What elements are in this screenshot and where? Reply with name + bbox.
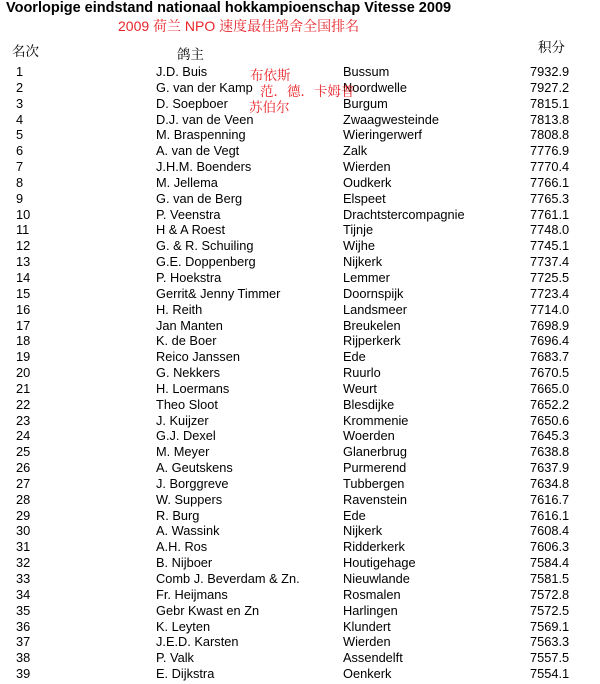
score-cell: 7766.1: [530, 174, 570, 190]
score-cell: 7557.5: [530, 650, 570, 666]
owner-cell: G.J. Dexel: [156, 428, 216, 444]
score-cell: 7645.3: [530, 428, 570, 444]
place-cell: Blesdijke: [343, 396, 395, 412]
score-cell: 7665.0: [530, 380, 570, 396]
place-cell: Elspeet: [343, 190, 386, 206]
rank-cell: 31: [16, 539, 31, 555]
owner-cell: H. Loermans: [156, 380, 230, 396]
place-cell: Woerden: [343, 428, 395, 444]
rank-cell: 1: [16, 64, 24, 79]
rank-cell: 24: [16, 428, 31, 444]
score-cell: 7581.5: [530, 571, 570, 586]
score-cell: 7616.1: [530, 507, 570, 523]
table-row: [0, 349, 600, 365]
score-cell: 7569.1: [530, 618, 570, 634]
owner-cell: Comb J. Beverdam & Zn.: [156, 571, 300, 586]
place-cell: Breukelen: [343, 317, 401, 333]
score-cell: 7808.8: [530, 127, 570, 143]
owner-cell: B. Nijboer: [156, 555, 213, 571]
document-subtitle: 2009 荷兰 NPO 速度最佳鸽舍全国排名: [118, 18, 360, 34]
rank-cell: 18: [16, 333, 31, 349]
place-cell: Assendelft: [343, 650, 403, 666]
rank-cell: 37: [16, 634, 31, 650]
owner-cell: R. Burg: [156, 507, 200, 523]
score-cell: 7932.9: [530, 64, 570, 79]
owner-cell: G. van der Kamp: [156, 79, 253, 95]
owner-cell: G. & R. Schuiling: [156, 238, 254, 254]
table-row: [0, 492, 600, 508]
place-cell: Weurt: [343, 380, 377, 396]
ranking-table: [0, 64, 600, 682]
table-row: [0, 571, 600, 587]
owner-cell: E. Dijkstra: [156, 666, 215, 682]
rank-cell: 33: [16, 571, 31, 586]
column-header-rank: 名次: [12, 44, 39, 59]
place-cell: Wierden: [343, 159, 391, 175]
owner-cell: G. van de Berg: [156, 190, 243, 206]
rank-cell: 26: [16, 460, 31, 476]
rank-cell: 25: [16, 444, 31, 460]
rank-cell: 28: [16, 491, 31, 507]
owner-cell: P. Veenstra: [156, 206, 221, 222]
rank-cell: 6: [16, 143, 24, 159]
table-row: [0, 333, 600, 349]
table-row: [0, 175, 600, 191]
score-cell: 7616.7: [530, 491, 570, 507]
place-cell: Ede: [343, 349, 366, 365]
table-row: [0, 318, 600, 334]
rank-cell: 11: [16, 222, 30, 238]
table-row: [0, 64, 600, 80]
rank-cell: 29: [16, 507, 31, 523]
owner-cell: H & A Roest: [156, 222, 225, 238]
owner-cell: J.D. Buis: [156, 64, 208, 79]
owner-cell: M. Braspenning: [156, 127, 246, 143]
place-cell: Oenkerk: [343, 666, 392, 682]
place-cell: Ruurlo: [343, 365, 381, 381]
table-row: [0, 508, 600, 524]
place-cell: Nieuwlande: [343, 571, 410, 586]
owner-cell: P. Valk: [156, 650, 194, 666]
rank-cell: 22: [16, 396, 31, 412]
annotation-rank-3: 苏伯尔: [249, 100, 290, 115]
score-cell: 7776.9: [530, 143, 570, 159]
column-header-owner: 鸽主: [177, 47, 204, 62]
document-title: Voorlopige eindstand nationaal hokkampioenschap Vitesse 2009: [6, 0, 452, 16]
owner-cell: A. van de Vegt: [156, 143, 240, 159]
score-cell: 7745.1: [530, 238, 570, 254]
score-cell: 7927.2: [530, 79, 570, 95]
table-row: [0, 127, 600, 143]
score-cell: 7748.0: [530, 222, 570, 238]
rank-cell: 23: [16, 412, 31, 428]
rank-cell: 17: [16, 317, 31, 333]
owner-cell: J.H.M. Boenders: [156, 159, 252, 175]
owner-cell: M. Meyer: [156, 444, 210, 460]
column-header-score: 积分: [538, 40, 565, 55]
rank-cell: 8: [16, 174, 24, 190]
place-cell: Rijperkerk: [343, 333, 401, 349]
place-cell: Zalk: [343, 143, 368, 159]
rank-cell: 38: [16, 650, 31, 666]
owner-cell: K. de Boer: [156, 333, 217, 349]
rank-cell: 32: [16, 555, 31, 571]
table-row: [0, 207, 600, 223]
rank-cell: 14: [16, 269, 31, 285]
table-row: [0, 587, 600, 603]
score-cell: 7606.3: [530, 539, 570, 555]
owner-cell: Theo Sloot: [156, 396, 218, 412]
annotation-rank-2: 范．德．卡姆普: [260, 84, 355, 99]
owner-cell: Gebr Kwast en Zn: [156, 602, 260, 618]
rank-cell: 10: [16, 206, 31, 222]
table-row: [0, 476, 600, 492]
rank-cell: 39: [16, 666, 31, 682]
place-cell: Wieringerwerf: [343, 127, 422, 143]
table-row: [0, 159, 600, 175]
score-cell: 7683.7: [530, 349, 570, 365]
score-cell: 7572.5: [530, 602, 570, 618]
table-row: [0, 381, 600, 397]
owner-cell: A. Geutskens: [156, 460, 233, 476]
place-cell: Burgum: [343, 95, 388, 111]
table-row: [0, 397, 600, 413]
score-cell: 7770.4: [530, 159, 570, 175]
table-row: [0, 365, 600, 381]
score-cell: 7650.6: [530, 412, 570, 428]
score-cell: 7813.8: [530, 111, 570, 127]
rank-cell: 20: [16, 365, 31, 381]
table-row: [0, 539, 600, 555]
place-cell: Houtigehage: [343, 555, 416, 571]
score-cell: 7725.5: [530, 269, 570, 285]
table-row: [0, 143, 600, 159]
table-row: [0, 666, 600, 682]
score-cell: 7815.1: [530, 95, 570, 111]
score-cell: 7638.8: [530, 444, 570, 460]
owner-cell: K. Leyten: [156, 618, 211, 634]
table-row: [0, 523, 600, 539]
rank-cell: 15: [16, 285, 31, 301]
rank-cell: 9: [16, 190, 24, 206]
table-row: [0, 112, 600, 128]
table-row: [0, 428, 600, 444]
score-cell: 7563.3: [530, 634, 570, 650]
owner-cell: H. Reith: [156, 301, 203, 317]
rank-cell: 7: [16, 159, 24, 175]
owner-cell: D. Soepboer: [156, 95, 228, 111]
place-cell: Tijnje: [343, 222, 374, 238]
rank-cell: 3: [16, 95, 24, 111]
score-cell: 7572.8: [530, 586, 570, 602]
place-cell: Oudkerk: [343, 174, 392, 190]
owner-cell: J. Borggreve: [156, 475, 229, 491]
place-cell: Ede: [343, 507, 366, 523]
owner-cell: M. Jellema: [156, 174, 218, 190]
table-row: [0, 270, 600, 286]
table-row: [0, 555, 600, 571]
owner-cell: P. Hoekstra: [156, 269, 222, 285]
place-cell: Klundert: [343, 618, 391, 634]
table-row: [0, 634, 600, 650]
owner-cell: J.E.D. Karsten: [156, 634, 239, 650]
annotation-rank-1: 布依斯: [250, 68, 291, 83]
rank-cell: 2: [16, 79, 24, 95]
rank-cell: 21: [16, 380, 31, 396]
place-cell: Nijkerk: [343, 523, 383, 539]
rank-cell: 27: [16, 475, 31, 491]
score-cell: 7670.5: [530, 365, 570, 381]
rank-cell: 19: [16, 349, 31, 365]
rank-cell: 4: [16, 111, 24, 127]
owner-cell: D.J. van de Veen: [156, 111, 254, 127]
score-cell: 7696.4: [530, 333, 570, 349]
owner-cell: J. Kuijzer: [156, 412, 209, 428]
place-cell: Wijhe: [343, 238, 375, 254]
rank-cell: 34: [16, 586, 31, 602]
score-cell: 7714.0: [530, 301, 570, 317]
place-cell: Drachtstercompagnie: [343, 206, 465, 222]
place-cell: Harlingen: [343, 602, 398, 618]
owner-cell: Gerrit& Jenny Timmer: [156, 285, 281, 301]
score-cell: 7761.1: [530, 206, 570, 222]
score-cell: 7554.1: [530, 666, 570, 682]
score-cell: 7584.4: [530, 555, 570, 571]
table-row: [0, 603, 600, 619]
owner-cell: Jan Manten: [156, 317, 223, 333]
place-cell: Bussum: [343, 64, 390, 79]
score-cell: 7765.3: [530, 190, 570, 206]
owner-cell: Reico Janssen: [156, 349, 240, 365]
rank-cell: 5: [16, 127, 24, 143]
table-row: [0, 222, 600, 238]
owner-cell: A.H. Ros: [156, 539, 208, 555]
score-cell: 7737.4: [530, 254, 570, 270]
place-cell: Krommenie: [343, 412, 409, 428]
score-cell: 7652.2: [530, 396, 570, 412]
table-row: [0, 254, 600, 270]
place-cell: Tubbergen: [343, 475, 405, 491]
score-cell: 7698.9: [530, 317, 570, 333]
place-cell: Lemmer: [343, 269, 390, 285]
rank-cell: 16: [16, 301, 31, 317]
owner-cell: G.E. Doppenberg: [156, 254, 256, 270]
table-row: [0, 444, 600, 460]
place-cell: Ravenstein: [343, 491, 408, 507]
table-row: [0, 460, 600, 476]
score-cell: 7608.4: [530, 523, 570, 539]
place-cell: Wierden: [343, 634, 391, 650]
owner-cell: G. Nekkers: [156, 365, 220, 381]
table-row: [0, 619, 600, 635]
table-row: [0, 302, 600, 318]
table-row: [0, 191, 600, 207]
rank-cell: 36: [16, 618, 31, 634]
score-cell: 7723.4: [530, 285, 570, 301]
place-cell: Landsmeer: [343, 301, 408, 317]
score-cell: 7634.8: [530, 475, 570, 491]
place-cell: Ridderkerk: [343, 539, 405, 555]
place-cell: Purmerend: [343, 460, 407, 476]
score-cell: 7637.9: [530, 460, 570, 476]
place-cell: Zwaagwesteinde: [343, 111, 440, 127]
owner-cell: A. Wassink: [156, 523, 220, 539]
place-cell: Nijkerk: [343, 254, 383, 270]
table-row: [0, 286, 600, 302]
owner-cell: Fr. Heijmans: [156, 586, 228, 602]
rank-cell: 12: [16, 238, 31, 254]
owner-cell: W. Suppers: [156, 491, 223, 507]
place-cell: Rosmalen: [343, 586, 401, 602]
place-cell: Glanerbrug: [343, 444, 408, 460]
place-cell: Doornspijk: [343, 285, 404, 301]
rank-cell: 13: [16, 254, 31, 270]
table-row: [0, 650, 600, 666]
table-row: [0, 238, 600, 254]
rank-cell: 30: [16, 523, 31, 539]
rank-cell: 35: [16, 602, 31, 618]
table-row: [0, 413, 600, 429]
place-cell: Noordwelle: [343, 79, 408, 95]
